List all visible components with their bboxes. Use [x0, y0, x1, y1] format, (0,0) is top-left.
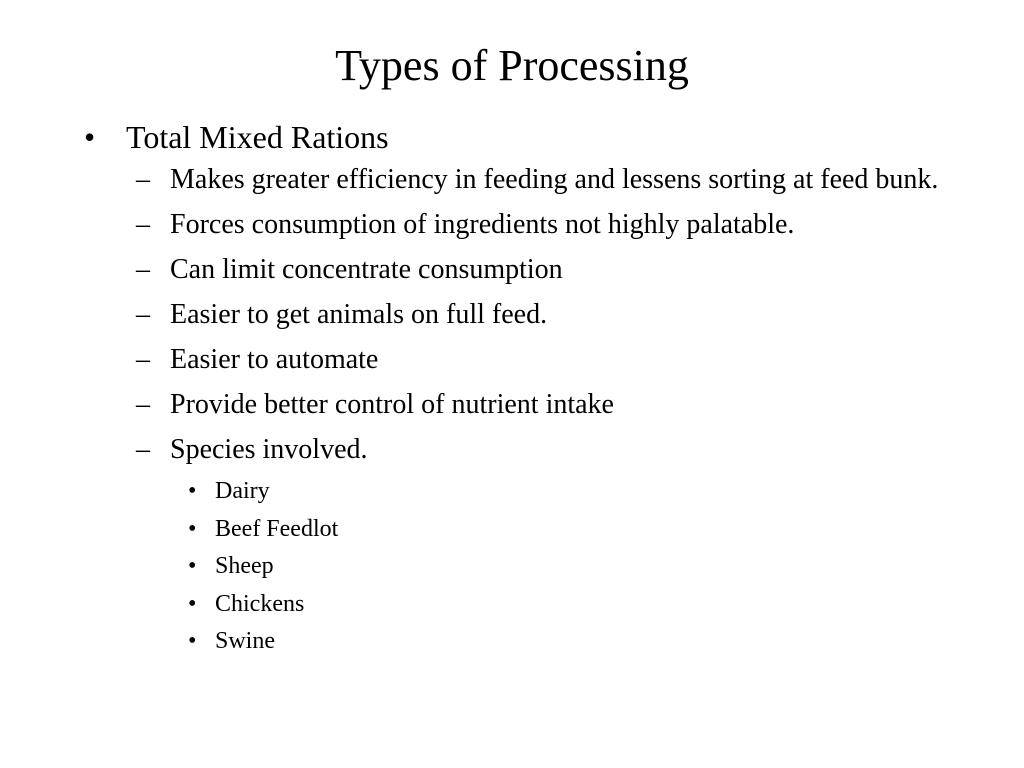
dot-icon: •	[188, 515, 197, 542]
species-item	[84, 590, 964, 618]
sub-bullet-text: Provide better control of nutrient intake	[170, 389, 614, 420]
dash-icon: –	[136, 434, 150, 465]
bullet-text: Total Mixed Rations	[126, 119, 389, 155]
dot-icon: •	[188, 590, 197, 617]
sub-bullet	[84, 297, 964, 333]
dot-icon: •	[188, 628, 197, 654]
dash-icon: –	[136, 209, 150, 240]
sub-bullet-text: Forces consumption of ingredients not highly palatable.	[170, 209, 795, 240]
dot-icon: •	[188, 553, 197, 579]
slide-content	[84, 114, 964, 665]
sub-bullet	[84, 162, 964, 198]
bullet-icon: •	[84, 119, 96, 155]
sub-bullet-text: Species involved.	[170, 434, 368, 465]
sub-bullet-list	[84, 162, 964, 468]
sub-bullet-text: Easier to get animals on full feed.	[170, 299, 548, 330]
species-item	[84, 477, 964, 505]
species-text: Beef Feedlot	[215, 515, 339, 542]
species-list	[84, 477, 964, 655]
dash-icon: –	[136, 299, 150, 330]
species-item	[84, 627, 964, 655]
species-item	[84, 552, 964, 580]
bullet-total-mixed-rations	[84, 114, 964, 160]
dash-icon: –	[136, 254, 150, 285]
dot-icon: •	[188, 478, 197, 504]
species-text: Chickens	[215, 590, 305, 617]
dash-icon: –	[136, 344, 150, 375]
sub-bullet	[84, 432, 964, 468]
sub-bullet	[84, 207, 964, 243]
species-text: Sheep	[215, 553, 274, 579]
slide-title: Types of Processing	[335, 41, 689, 90]
species-item	[84, 515, 964, 543]
species-text: Dairy	[215, 478, 270, 504]
dash-icon: –	[136, 389, 150, 420]
sub-bullet-text: Makes greater efficiency in feeding and lessens sorting at feed bunk.	[170, 164, 939, 195]
sub-bullet-text: Easier to automate	[170, 344, 379, 375]
dash-icon: –	[136, 164, 150, 195]
sub-bullet	[84, 252, 964, 288]
sub-bullet	[84, 342, 964, 378]
species-text: Swine	[215, 628, 275, 654]
sub-bullet	[84, 387, 964, 423]
sub-bullet-text: Can limit concentrate consumption	[170, 254, 563, 285]
